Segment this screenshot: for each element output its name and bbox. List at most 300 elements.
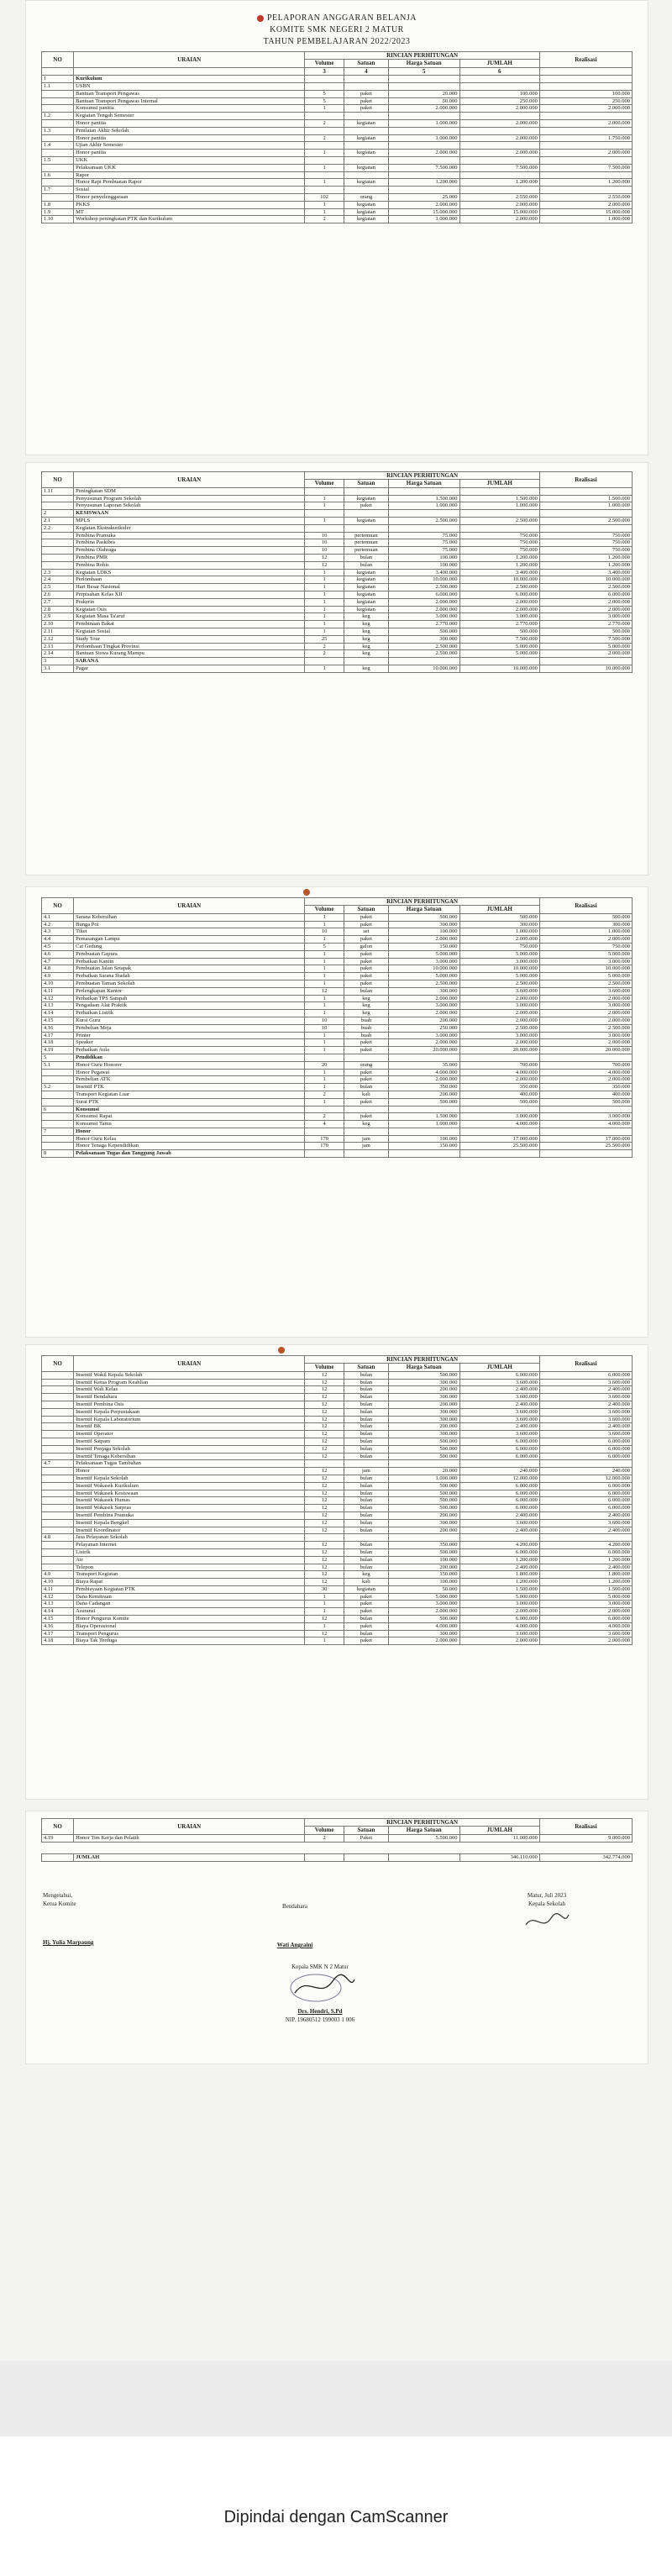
cell-satuan: bulan [344,1371,388,1379]
cell-uraian: MPLS [74,517,305,524]
cell-harga: 6.000.000 [388,591,459,598]
cell-satuan: keg [344,628,388,635]
cell-jumlah: 3.600.000 [459,1519,539,1527]
cell-harga: 5.000.000 [388,950,459,958]
cell-realisasi: 350.000 [539,1084,632,1091]
cell-satuan: keg [344,635,388,643]
cell-harga: 500.000 [388,1490,459,1497]
cell-satuan: bulan [344,561,388,569]
cell-satuan: bulan [344,1490,388,1497]
table-row [42,1608,633,1616]
cell-satuan: bulan [344,1482,388,1490]
cell-realisasi: 2.500.000 [539,1024,632,1032]
cell-realisasi: 4.000.000 [539,1069,632,1076]
cell-no [42,1468,74,1475]
col-header-satuan: Satuan [344,480,388,487]
signature-right [480,1891,614,1936]
cell-jumlah: 2.000.000 [459,598,539,606]
cell-realisasi: 3.000.000 [539,1032,632,1039]
table-row [42,1121,633,1128]
cell-jumlah: 1.200.000 [459,1556,539,1564]
cell-jumlah: 2.770.000 [459,621,539,628]
cell-jumlah: 400.000 [459,1091,539,1098]
cell-harga: 3.000.000 [388,958,459,965]
cell-no [42,1445,74,1453]
cell-no [42,1490,74,1497]
cell-realisasi: 3.000.000 [539,613,632,621]
col-header-satuan: Satuan [344,60,388,67]
table-row [42,1010,633,1017]
cell-realisasi: 5.000.000 [539,643,632,650]
cell-uraian: Bantuan Transport Pengawas Internal [74,97,305,105]
cell-harga: 150.000 [388,1143,459,1150]
table-row [42,1593,633,1601]
table-row [42,216,633,223]
cell-volume: 1 [305,179,344,187]
cell-harga: 2.000.000 [388,150,459,157]
table-row [42,1128,633,1135]
cell-volume: 2 [305,1091,344,1098]
cell-no [42,105,74,113]
col-header-jumlah: JUMLAH [459,1364,539,1371]
cell-no: 4.8 [42,1534,74,1542]
cell-volume: 1 [305,958,344,965]
cell-satuan: paket [344,1039,388,1047]
cell-no: 4.4 [42,936,74,944]
cell-jumlah: 4.000.000 [459,1121,539,1128]
cell-volume: 1 [305,936,344,944]
table-row [42,1571,633,1579]
cell-volume: 1 [305,621,344,628]
cell-harga: 1.000.000 [388,1121,459,1128]
cell-realisasi: 1.200.000 [539,561,632,569]
total-plan: 346.110.000 [459,1854,539,1862]
cell-realisasi: 6.000.000 [539,1445,632,1453]
cell-no [42,1511,74,1519]
cell-no: 4.15 [42,1017,74,1024]
cell-uraian: Pembina Paskibra [74,539,305,547]
table-row [42,584,633,591]
col-header-rincian: RINCIAN PERHITUNGAN [305,472,540,480]
cell-volume: 12 [305,1579,344,1586]
cell-jumlah: 1.000.000 [459,928,539,936]
cell-realisasi: 6.000.000 [539,1497,632,1505]
cell-uraian: Study Tour [74,635,305,643]
cell-no [42,1519,74,1527]
cell-jumlah: 1.000.000 [459,502,539,510]
cell-satuan: buah [344,1024,388,1032]
table-row [42,576,633,584]
table-row [42,1076,633,1084]
cell-volume: 30 [305,1585,344,1593]
sig-left-title: Mengetahui, [43,1892,73,1899]
cell-uraian: Ujian Akhir Semester [74,142,305,150]
cell-uraian: SARANA [74,658,305,665]
cell-no [42,1408,74,1416]
table-row [42,1556,633,1564]
cell-satuan: paket [344,90,388,97]
cell-realisasi: 6.000.000 [539,1616,632,1623]
cell-jumlah: 3.600.000 [459,1408,539,1416]
cell-no [42,554,74,561]
cell-uraian: Kursi Guru [74,1017,305,1024]
cell-realisasi: 25.500.000 [539,1143,632,1150]
cell-no [42,547,74,555]
cell-volume: 10 [305,547,344,555]
cell-harga: 1.500.000 [388,495,459,502]
table-row [42,1371,633,1379]
cell-volume: 20 [305,1061,344,1069]
budget-table [41,1818,633,1843]
cell-satuan: kegiatan [344,164,388,171]
cell-satuan [344,1150,388,1158]
cell-realisasi: 4.200.000 [539,1542,632,1549]
cell-satuan: bulan [344,1408,388,1416]
cell-no [42,502,74,510]
cell-uraian: Penilaian Akhir Sekolah [74,127,305,134]
table-row [42,495,633,502]
cell-jumlah: 2.500.000 [459,517,539,524]
cell-realisasi [539,1054,632,1061]
cell-uraian: Pembina Pramuka [74,532,305,539]
cell-volume: 12 [305,1542,344,1549]
cell-volume: 2 [305,1834,344,1842]
cell-harga: 300.000 [388,635,459,643]
cell-jumlah: 500.000 [459,913,539,921]
cell-jumlah [459,82,539,90]
cell-volume: 12 [305,1511,344,1519]
cell-harga: 2.000.000 [388,995,459,1002]
cell-volume: 4 [305,1121,344,1128]
cell-satuan: bulan [344,1564,388,1571]
cell-harga: 35.000 [388,1061,459,1069]
cell-harga: 4.000.000 [388,1622,459,1630]
cell-volume: 2 [305,119,344,127]
table-row [42,97,633,105]
cell-volume: 1 [305,584,344,591]
cell-jumlah: 2.000.000 [459,1076,539,1084]
cell-realisasi [539,82,632,90]
cell-harga: 500.000 [388,1438,459,1445]
cell-realisasi: 2.000.000 [539,201,632,208]
cell-harga: 3.000.000 [388,1032,459,1039]
cell-jumlah: 3.000.000 [459,613,539,621]
table-row [42,113,633,120]
table-row [42,1386,633,1394]
cell-volume [305,171,344,179]
table-row [42,524,633,532]
cell-no [42,1556,74,1564]
cell-harga: 200.000 [388,1017,459,1024]
cell-uraian: Insentif BK [74,1423,305,1431]
sig-right-role: Kepala Sekolah [528,1900,566,1907]
cell-jumlah [459,1106,539,1113]
cell-realisasi: 750.000 [539,539,632,547]
cell-harga: 100.000 [388,1135,459,1143]
cell-jumlah [459,171,539,179]
cell-jumlah [459,142,539,150]
cell-uraian: Bantuan Siswa Kurang Mampu [74,650,305,658]
cell-jumlah: 3.000.000 [459,1032,539,1039]
cell-harga: 50.000 [388,1585,459,1593]
cell-satuan: kegiatan [344,495,388,502]
sig-left-name: Hj. Yulia Marpaung [43,1939,94,1946]
cell-satuan [344,1106,388,1113]
cell-satuan [344,76,388,83]
cell-jumlah [459,1054,539,1061]
col-header-satuan: Satuan [344,1364,388,1371]
cell-uraian: Konsumsi Rapat [74,1113,305,1121]
cell-uraian: Hari Besar Nasional [74,584,305,591]
cell-harga: 2.000.000 [388,936,459,944]
cell-uraian: Peningkatan SDM [74,487,305,495]
cell-harga: 1.000.000 [388,134,459,142]
cell-realisasi: 250.000 [539,97,632,105]
cell-uraian: Kegiatan Osis [74,606,305,613]
cell-volume: 1 [305,965,344,973]
cell-uraian: Pagar [74,665,305,672]
cell-harga: 2.000.000 [388,598,459,606]
cell-no [42,1135,74,1143]
cell-jumlah: 7.500.000 [459,635,539,643]
cell-realisasi: 3.600.000 [539,987,632,995]
cell-no [42,193,74,201]
cell-no [42,1098,74,1106]
sig-mid-name: Wati Angraini [276,1942,313,1948]
cell-volume: 12 [305,1505,344,1512]
cell-realisasi: 2.000.000 [539,150,632,157]
table-row [42,82,633,90]
table-row [42,643,633,650]
col-header-volume: Volume [305,906,344,913]
cell-satuan [344,171,388,179]
cell-jumlah: 500.000 [459,1098,539,1106]
total-real: 342.774.000 [539,1854,632,1862]
cell-satuan: kegiatan [344,576,388,584]
cell-no: 2.8 [42,606,74,613]
table-row [42,987,633,995]
cell-realisasi: 750.000 [539,547,632,555]
table-row [42,119,633,127]
cell-jumlah: 25.500.000 [459,1143,539,1150]
cell-no: 4.15 [42,1616,74,1623]
table-row [42,1497,633,1505]
cell-harga: 20.000 [388,90,459,97]
cell-satuan: keg [344,1571,388,1579]
cell-satuan: bulan [344,1519,388,1527]
table-row [42,517,633,524]
cell-jumlah: 2.000.000 [459,119,539,127]
table-row [42,1482,633,1490]
cell-uraian: KESISWAAN [74,510,305,518]
cell-harga: 300.000 [388,1408,459,1416]
cell-satuan [344,1128,388,1135]
cell-uraian: Pembelian ATK [74,1076,305,1084]
cell-harga [388,187,459,194]
cell-satuan: bulan [344,1438,388,1445]
cell-realisasi: 6.000.000 [539,1482,632,1490]
cell-no: 4.19 [42,1834,74,1842]
cell-realisasi [539,1128,632,1135]
cell-realisasi: 2.000.000 [539,119,632,127]
table-row [42,1084,633,1091]
cell-harga: 5.000.000 [388,1593,459,1601]
cell-jumlah [459,76,539,83]
cell-harga: 200.000 [388,1401,459,1408]
sig-left-role: Ketua Komite [43,1900,76,1907]
cell-harga: 1.200.000 [388,179,459,187]
cell-no: 5.1 [42,1061,74,1069]
cell-volume [305,187,344,194]
cell-no [42,1401,74,1408]
budget-table-2 [41,471,633,673]
cell-jumlah: 17.000.000 [459,1135,539,1143]
table-row [42,1431,633,1438]
cell-no [42,561,74,569]
cell-uraian: Transport Kegiatan Luar [74,1091,305,1098]
cell-satuan: pertemuan [344,532,388,539]
cell-satuan: jam [344,1135,388,1143]
table-row [42,1098,633,1106]
cell-satuan: buah [344,1032,388,1039]
cell-satuan: paket [344,1593,388,1601]
cell-harga: 500.000 [388,1505,459,1512]
cell-satuan: paket [344,97,388,105]
table-row [42,995,633,1002]
cell-realisasi: 10.000.000 [539,965,632,973]
cell-realisasi: 3.600.000 [539,1394,632,1401]
cell-satuan: kali [344,1091,388,1098]
cell-realisasi: 6.000.000 [539,591,632,598]
cell-satuan: bulan [344,1423,388,1431]
budget-table-3 [41,897,633,1158]
table-row [42,1579,633,1586]
cell-realisasi [539,1460,632,1468]
cell-realisasi: 2.400.000 [539,1386,632,1394]
cell-jumlah: 6.000.000 [459,1505,539,1512]
cell-volume: 1 [305,201,344,208]
cell-no [42,134,74,142]
cell-realisasi: 3.600.000 [539,1408,632,1416]
cell-jumlah [459,510,539,518]
scanner-text: Dipindai dengan CamScanner [223,2508,449,2526]
cell-no: 4.10 [42,980,74,987]
cell-satuan: kegiatan [344,598,388,606]
cell-satuan: jam [344,1468,388,1475]
cell-uraian: Surat PTK [74,1098,305,1106]
cell-satuan [344,1054,388,1061]
table-row [42,1601,633,1608]
cell-volume: 12 [305,1527,344,1534]
cell-no: 4.18 [42,1638,74,1645]
cell-satuan: bulan [344,1616,388,1623]
cell-volume: 1 [305,598,344,606]
budget-table-1 [41,51,633,223]
cell-uraian: Insentif Kepala Bengkel [74,1519,305,1527]
cell-jumlah: 4.000.000 [459,1622,539,1630]
cell-volume: 1 [305,1593,344,1601]
cell-realisasi [539,487,632,495]
cell-harga: 300.000 [388,1394,459,1401]
table-row [42,606,633,613]
cell-satuan: kegiatan [344,1585,388,1593]
cell-jumlah: 1.200.000 [459,554,539,561]
cell-uraian: Printer [74,1032,305,1039]
cell-uraian: Pelaksanaan Tugas dan Tanggung Jawab [74,1150,305,1158]
table-row [42,1511,633,1519]
cell-uraian: Kegiatan Tengah Semester [74,113,305,120]
cell-satuan: paket [344,950,388,958]
cell-jumlah: 3.000.000 [459,1002,539,1010]
cell-harga: 75.000 [388,532,459,539]
table-row [42,1638,633,1645]
cell-harga: 350.000 [388,1084,459,1091]
table-row [42,943,633,950]
col-header-uraian: URAIAN [74,1819,305,1835]
cell-volume: 12 [305,1490,344,1497]
budget-table [41,471,633,673]
cell-realisasi: 5.000.000 [539,1593,632,1601]
table-row [42,1527,633,1534]
cell-satuan: bulan [344,1084,388,1091]
cell-realisasi [539,142,632,150]
cell-satuan: kegiatan [344,591,388,598]
col-number-blank [42,67,74,75]
cell-no [42,1371,74,1379]
table-row [42,1047,633,1054]
cell-uraian: Honor [74,1468,305,1475]
cell-volume: 12 [305,561,344,569]
cell-volume: 5 [305,943,344,950]
cell-jumlah: 6.000.000 [459,1438,539,1445]
cell-harga: 2.000.000 [388,1039,459,1047]
table-row [42,1401,633,1408]
table-row [42,1135,633,1143]
cell-satuan: paket [344,1076,388,1084]
table-row [42,1408,633,1416]
signature-center [244,1963,396,2024]
cell-realisasi: 2.000.000 [539,105,632,113]
cell-no: 2.13 [42,643,74,650]
cell-harga: 200.000 [388,1511,459,1519]
cell-satuan: kegiatan [344,216,388,223]
cell-satuan: paket [344,921,388,928]
cell-harga: 2.000.000 [388,201,459,208]
cell-no: 4.13 [42,1002,74,1010]
cell-uraian: Pelaksanaan Tugas Tambahan [74,1460,305,1468]
table-row [42,179,633,187]
cell-jumlah: 6.000.000 [459,1482,539,1490]
cell-jumlah: 350.000 [459,1084,539,1091]
cell-uraian: Pembuatan Jalan Setapak [74,965,305,973]
cell-no: 1 [42,76,74,83]
cell-satuan: paket [344,965,388,973]
binder-clip-icon-2 [278,1347,285,1354]
table-row [42,928,633,936]
budget-table-5 [41,1818,633,1843]
cell-harga: 3.400.000 [388,569,459,576]
table-row [42,208,633,216]
table-row [42,1091,633,1098]
cell-realisasi: 300.000 [539,921,632,928]
cell-jumlah: 2.400.000 [459,1401,539,1408]
cell-no: 4.16 [42,1024,74,1032]
cell-harga [388,127,459,134]
table-row [42,621,633,628]
cell-no: 4.9 [42,973,74,980]
cell-volume: 1 [305,1084,344,1091]
cell-jumlah: 5.000.000 [459,950,539,958]
